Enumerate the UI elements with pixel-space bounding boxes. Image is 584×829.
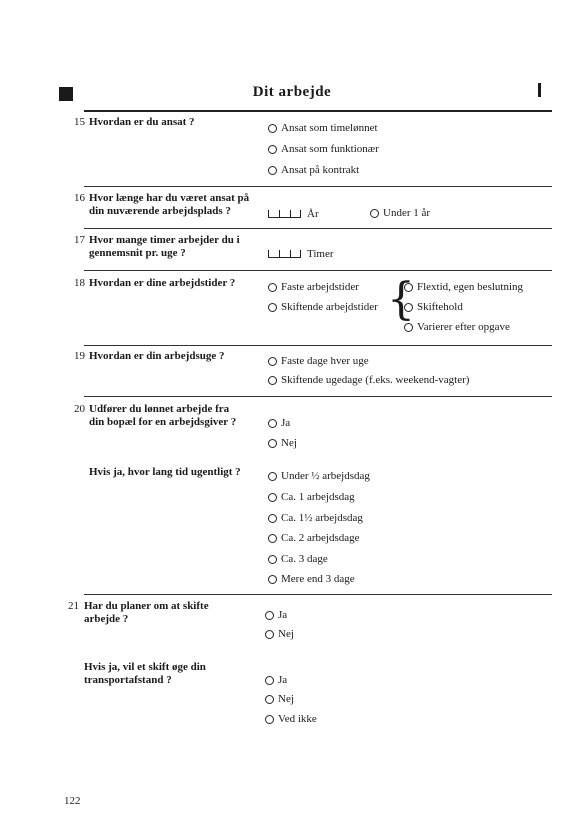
q17-number: 17 [74,234,85,246]
q17-text-line2: gennemsnit pr. uge ? [89,247,186,259]
q15-text: Hvordan er du ansat ? [89,116,195,128]
radio-circle-icon[interactable] [268,514,277,523]
brace-icon: { [387,274,415,325]
q15-option-3[interactable]: Ansat på kontrakt [268,164,359,176]
radio-circle-icon[interactable] [268,303,277,312]
divider [84,594,552,595]
q18-text: Hvordan er dine arbejdstider ? [89,277,236,289]
q18-number: 18 [74,277,85,289]
q19-number: 19 [74,350,85,362]
q16-text-line1: Hvor længe har du været ansat på [89,192,250,204]
q20-follow-option-3[interactable]: Ca. 1½ arbejdsdag [268,512,363,524]
q21-follow-option-unknown[interactable]: Ved ikke [265,713,317,725]
q17-hours-field[interactable]: Timer [268,248,334,260]
q16-option-under-1-year[interactable]: Under 1 år [370,207,430,219]
divider [84,270,552,271]
q20-follow-option-4[interactable]: Ca. 2 arbejdsdage [268,532,360,544]
q16-years-field[interactable]: År [268,208,319,220]
q15-option-2[interactable]: Ansat som funktionær [268,143,379,155]
q21-option-yes[interactable]: Ja [265,609,287,621]
q21-text-line1: Har du planer om at skifte [84,600,209,612]
q20-follow-option-1[interactable]: Under ½ arbejdsdag [268,470,370,482]
q15-number: 15 [74,116,85,128]
q16-number: 16 [74,192,85,204]
radio-circle-icon[interactable] [370,209,379,218]
title-divider [84,110,552,112]
q18-sub-flextime[interactable]: Flextid, egen beslutning [404,281,523,293]
q20-text-line1: Udfører du lønnet arbejde fra [89,403,230,415]
radio-circle-icon[interactable] [268,124,277,133]
q21-follow-text-line2: transportafstand ? [84,674,172,686]
page-title: Dit arbejde [252,84,332,100]
radio-circle-icon[interactable] [268,283,277,292]
radio-circle-icon[interactable] [268,534,277,543]
radio-circle-icon[interactable] [265,630,274,639]
q18-sub-varies[interactable]: Varierer efter opgave [404,321,510,333]
radio-circle-icon[interactable] [404,283,413,292]
radio-circle-icon[interactable] [268,555,277,564]
radio-circle-icon[interactable] [268,493,277,502]
q21-text-line2: arbejde ? [84,613,129,625]
q21-follow-text-line1: Hvis ja, vil et skift øge din [84,661,206,673]
q20-follow-option-5[interactable]: Ca. 3 dage [268,553,328,565]
divider [84,228,552,229]
radio-circle-icon[interactable] [268,166,277,175]
radio-circle-icon[interactable] [265,676,274,685]
radio-circle-icon[interactable] [268,145,277,154]
digit-boxes[interactable] [268,210,301,218]
radio-circle-icon[interactable] [268,439,277,448]
digit-boxes[interactable] [268,250,301,258]
q19-text: Hvordan er din arbejdsuge ? [89,350,225,362]
radio-circle-icon[interactable] [268,376,277,385]
q20-option-no[interactable]: Nej [268,437,297,449]
q21-follow-option-yes[interactable]: Ja [265,674,287,686]
q18-option-fixed[interactable]: Faste arbejdstider [268,281,359,293]
q21-follow-option-no[interactable]: Nej [265,693,294,705]
q17-text-line1: Hvor mange timer arbejder du i [89,234,240,246]
q19-option-variable-days[interactable]: Skiftende ugedage (f.eks. weekend-vagter) [268,374,469,386]
q21-option-no[interactable]: Nej [265,628,294,640]
q20-follow-option-2[interactable]: Ca. 1 arbejdsdag [268,491,355,503]
q18-sub-shifts[interactable]: Skiftehold [404,301,463,313]
radio-circle-icon[interactable] [404,323,413,332]
divider [84,345,552,346]
radio-circle-icon[interactable] [265,695,274,704]
q16-text-line2: din nuværende arbejdsplads ? [89,205,231,217]
q20-option-yes[interactable]: Ja [268,417,290,429]
page-number: 122 [64,795,81,807]
q20-follow-text: Hvis ja, hvor lang tid ugentligt ? [89,466,241,478]
radio-circle-icon[interactable] [268,472,277,481]
q20-text-line2: din bopæl for en arbejdsgiver ? [89,416,237,428]
radio-circle-icon[interactable] [268,575,277,584]
q19-option-fixed-days[interactable]: Faste dage hver uge [268,355,369,367]
divider [84,396,552,397]
radio-circle-icon[interactable] [265,611,274,620]
q20-follow-option-6[interactable]: Mere end 3 dage [268,573,355,585]
q15-option-1[interactable]: Ansat som timelønnet [268,122,378,134]
radio-circle-icon[interactable] [268,419,277,428]
radio-circle-icon[interactable] [404,303,413,312]
q21-number: 21 [68,600,79,612]
q20-number: 20 [74,403,85,415]
q18-option-variable[interactable]: Skiftende arbejdstider [268,301,378,313]
radio-circle-icon[interactable] [268,357,277,366]
divider [84,186,552,187]
radio-circle-icon[interactable] [265,715,274,724]
